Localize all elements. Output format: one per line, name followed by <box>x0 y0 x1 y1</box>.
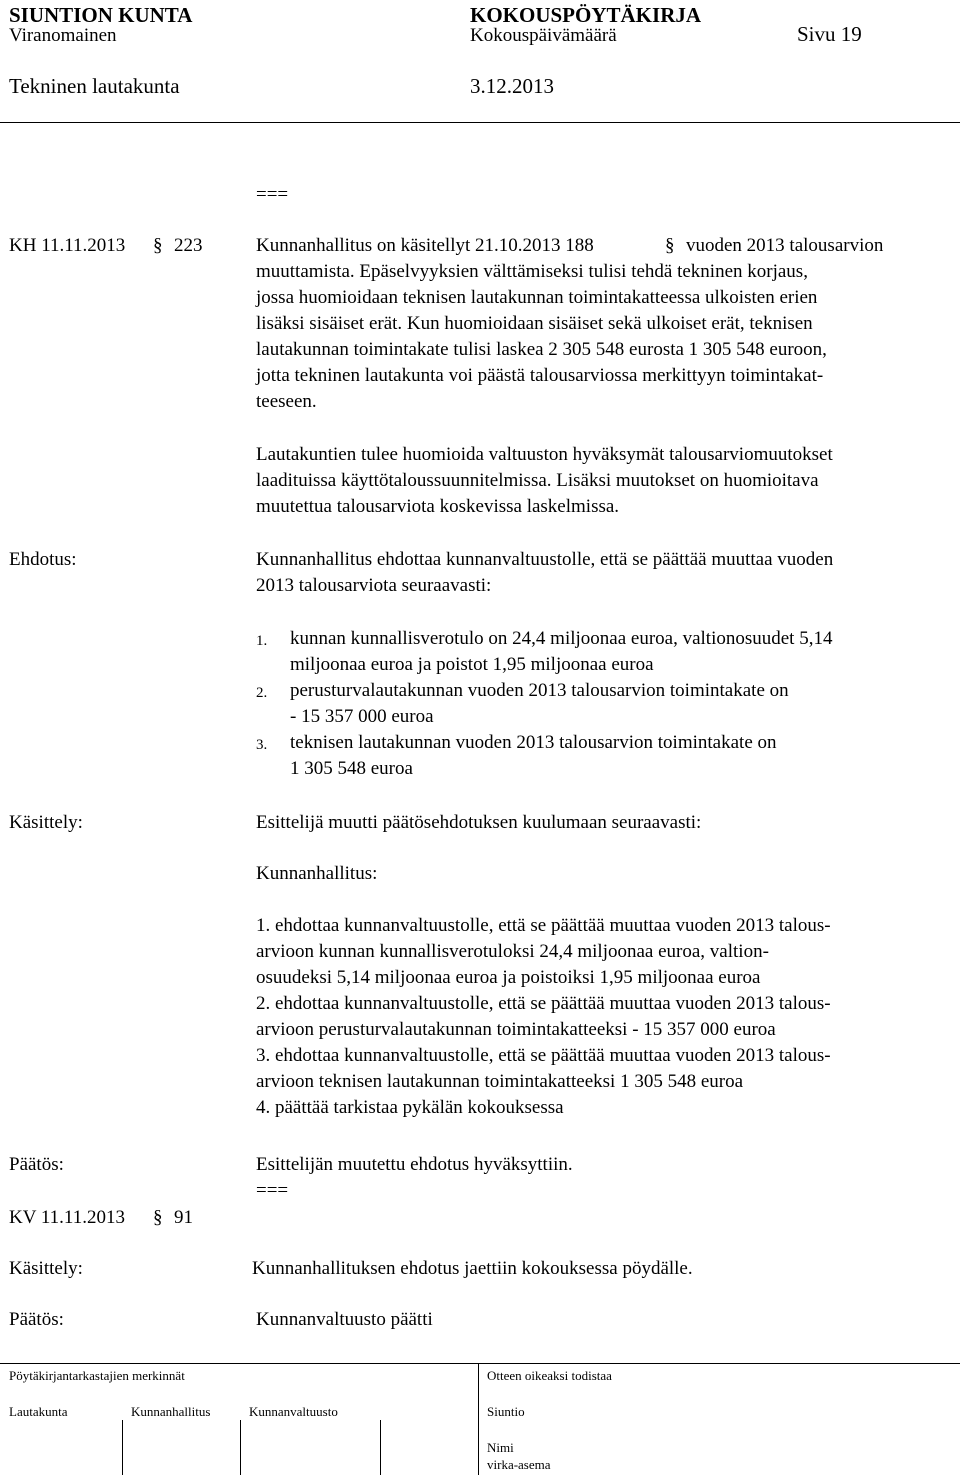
list-item: miljoonaa euroa ja poistot 1,95 miljoonaa euroa <box>290 654 654 675</box>
kh-text-line: teeseen. <box>256 391 317 412</box>
list-item: kunnan kunnallisverotulo on 24,4 miljoonaa euroa, valtionosuudet 5,14 <box>290 628 833 649</box>
section-sign-icon: § <box>665 235 675 256</box>
footer-top-rule <box>0 1363 960 1364</box>
footer-divider <box>380 1420 381 1475</box>
list-item-number: 2. <box>256 685 268 701</box>
paatos-label: Päätös: <box>9 1154 64 1175</box>
kh-proposal-line: 1. ehdottaa kunnanvaltuustolle, että se päättää muuttaa vuoden 2013 talous- <box>256 915 831 936</box>
ehdotus-text: 2013 talousarviota seuraavasti: <box>256 575 492 596</box>
kasittely-label: Käsittely: <box>9 812 83 833</box>
section-sign-icon: § <box>153 1207 163 1228</box>
organization-name: SIUNTION KUNTA <box>9 3 193 27</box>
paatos-text: Esittelijän muutettu ehdotus hyväksyttiin. <box>256 1154 573 1175</box>
kh-proposal-line: 3. ehdottaa kunnanvaltuustolle, että se päättää muuttaa vuoden 2013 talous- <box>256 1045 831 1066</box>
header-divider <box>0 122 960 123</box>
footer-left-title: Pöytäkirjantarkastajien merkinnät <box>9 1368 185 1383</box>
kh-text-line: muutettua talousarviota koskevissa laskelmissa. <box>256 496 620 517</box>
kh-text-line: vuoden 2013 talousarvion <box>686 235 884 256</box>
kh-text-line: Kunnanhallitus on käsitellyt 21.10.2013 188 <box>256 235 594 256</box>
kh-text-line: muuttamista. Epäselvyyksien välttämiseksi tulisi tehdä tekninen korjaus, <box>256 261 808 282</box>
kh-text-line: laadituissa käyttötaloussuunnitelmissa. Lisäksi muutokset on huomioitava <box>256 470 819 491</box>
kh-text-line: Lautakuntien tulee huomioida valtuuston hyväksymät talousarviomuutokset <box>256 444 833 465</box>
kh-proposal-line: osuudeksi 5,14 miljoonaa euroa ja poistoiksi 1,95 miljoonaa euroa <box>256 967 761 988</box>
meeting-date: 3.12.2013 <box>470 74 554 98</box>
paatos-text: Kunnanvaltuusto päätti <box>256 1309 433 1330</box>
list-item: - 15 357 000 euroa <box>290 706 434 727</box>
footer-right-title: Otteen oikeaksi todistaa <box>487 1368 612 1383</box>
footer-col-kunnanhallitus: Kunnanhallitus <box>131 1404 211 1419</box>
footer-nimi: Nimi <box>487 1440 514 1455</box>
kasittely-text: Kunnanhallituksen ehdotus jaettiin kokouksessa pöydälle. <box>252 1258 693 1279</box>
list-item: 1 305 548 euroa <box>290 758 413 779</box>
list-item-number: 3. <box>256 737 268 753</box>
kasittely-text: Esittelijä muutti päätösehdotuksen kuulumaan seuraavasti: <box>256 812 702 833</box>
authority-name: Tekninen lautakunta <box>9 74 180 98</box>
kh-text-line: lisäksi sisäiset erät. Kun huomioidaan sisäiset sekä ulkoiset erät, teknisen <box>256 313 813 334</box>
kh-proposal-line: arvioon perusturvalautakunnan toimintakatteeksi - 15 357 000 euroa <box>256 1019 776 1040</box>
footer-divider <box>122 1420 123 1475</box>
footer-divider <box>240 1420 241 1475</box>
ehdotus-text: Kunnanhallitus ehdottaa kunnanvaltuustolle, että se päättää muuttaa vuoden <box>256 549 834 570</box>
kh-text-line: jotta tekninen lautakunta voi päästä talousarviossa merkittyyn toimintakat- <box>256 365 824 386</box>
kasittely-label: Käsittely: <box>9 1258 83 1279</box>
kv-reference: KV 11.11.2013 <box>9 1207 125 1228</box>
kh-text-line: jossa huomioidaan teknisen lautakunnan toimintakatteessa ulkoisten erien <box>256 287 818 308</box>
kh-proposal-line: arvioon kunnan kunnallisverotuloksi 24,4 miljoonaa euroa, valtion- <box>256 941 769 962</box>
list-item: teknisen lautakunnan vuoden 2013 talousarvion toimintakate on <box>290 732 777 753</box>
footer-col-kunnanvaltuusto: Kunnanvaltuusto <box>249 1404 338 1419</box>
kh-section-number: 223 <box>174 235 203 256</box>
separator: === <box>256 184 289 205</box>
kh-reference: KH 11.11.2013 <box>9 235 126 256</box>
list-item: perusturvalautakunnan vuoden 2013 talousarvion toimintakate on <box>290 680 789 701</box>
footer-virka-asema: virka-asema <box>487 1457 551 1472</box>
document-type: KOKOUSPÖYTÄKIRJA <box>470 3 702 27</box>
authority-label: Viranomainen <box>9 25 117 46</box>
list-item-number: 1. <box>256 633 268 649</box>
date-label: Kokouspäivämäärä <box>470 25 617 46</box>
kunnanhallitus-label: Kunnanhallitus: <box>256 863 378 884</box>
kh-text-line: lautakunnan toimintakate tulisi laskea 2 305 548 eurosta 1 305 548 euroon, <box>256 339 827 360</box>
kh-proposal-line: 2. ehdottaa kunnanvaltuustolle, että se päättää muuttaa vuoden 2013 talous- <box>256 993 831 1014</box>
paatos-label: Päätös: <box>9 1309 64 1330</box>
kh-proposal-line: arvioon teknisen lautakunnan toimintakatteeksi 1 305 548 euroa <box>256 1071 744 1092</box>
kv-section-number: 91 <box>174 1207 193 1228</box>
footer-col-lautakunta: Lautakunta <box>9 1404 68 1419</box>
footer-siuntio: Siuntio <box>487 1404 525 1419</box>
ehdotus-label: Ehdotus: <box>9 549 77 570</box>
page-number: Sivu 19 <box>797 22 862 46</box>
kh-proposal-line: 4. päättää tarkistaa pykälän kokouksessa <box>256 1097 564 1118</box>
section-sign-icon: § <box>153 235 163 256</box>
footer-divider <box>478 1363 479 1475</box>
separator: === <box>256 1180 289 1201</box>
